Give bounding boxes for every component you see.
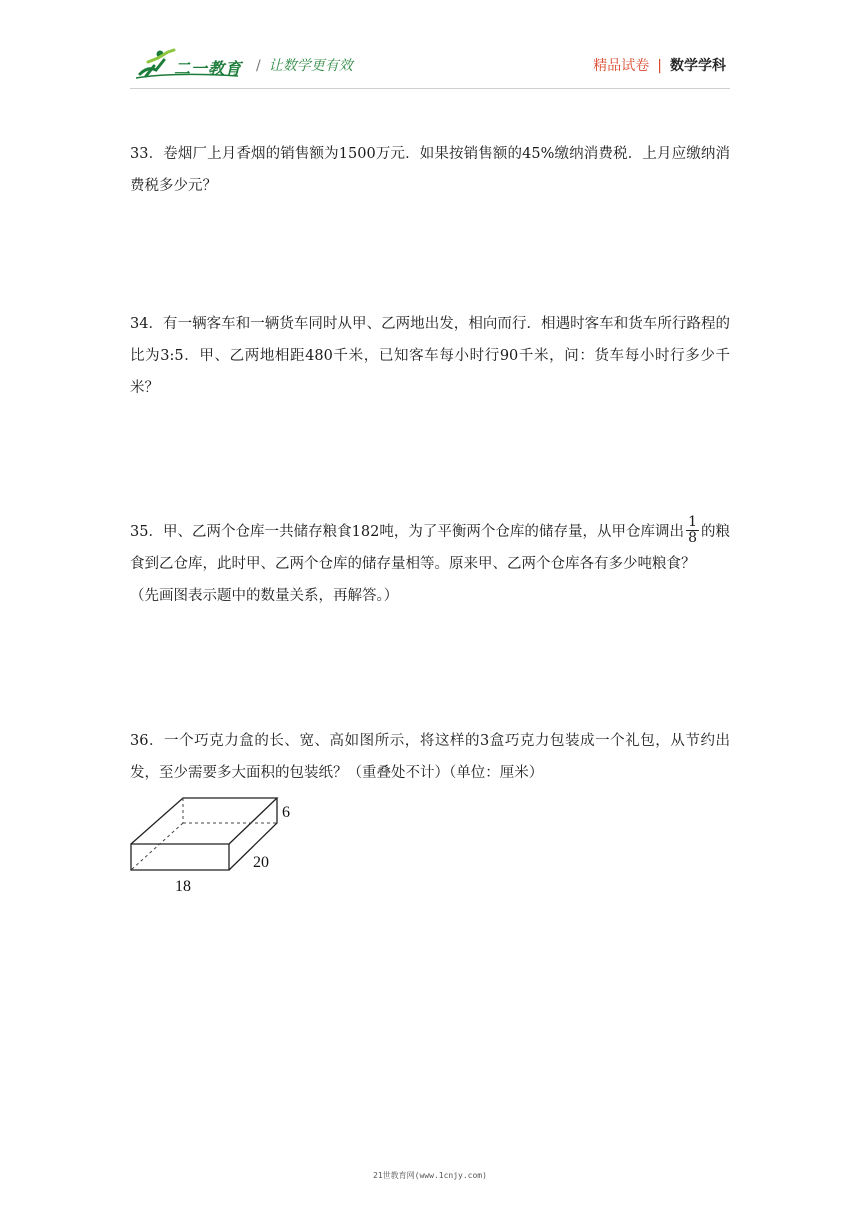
brand-name: 二一教育 [174, 59, 243, 78]
length-label: 18 [175, 878, 191, 895]
question-text: 一个巧克力盒的长、宽、高如图所示，将这样的3盒巧克力包装成一个礼包，从节约出发，至少需要多大面积的包装纸？（重叠处不计）（单位：厘米） [130, 733, 730, 781]
fraction-one-eighth [686, 515, 699, 546]
height-label: 6 [282, 804, 290, 821]
question-33 [130, 138, 730, 202]
question-text: 卷烟厂上月香烟的销售额为1500万元．如果按销售额的45%缴纳消费税．上月应缴纳消费税多少元？ [130, 146, 730, 194]
question-number: 35． [130, 524, 163, 540]
width-label: 20 [253, 854, 269, 871]
question-text-after: 的粮食到乙仓库，此时甲、乙两个仓库的储存量相等。原来甲、乙两个仓库各有多少吨粮食？ [130, 524, 731, 572]
question-35 [130, 513, 731, 612]
fraction-denominator: 8 [688, 529, 697, 546]
question-number: 33． [130, 146, 164, 162]
slogan-text: 让数学更有效 [268, 58, 353, 74]
box-figure [125, 790, 315, 900]
hidden-edge-depth [131, 823, 183, 870]
question-number: 34． [130, 316, 164, 332]
slogan: / 让数学更有效 [256, 58, 353, 74]
question-text-before: 甲、乙两个仓库一共储存粮食182吨，为了平衡两个仓库的储存量，从甲仓库调出 [162, 524, 685, 540]
page-footer: 21世教育网(www.1cnjy.com) [373, 1171, 487, 1180]
question-number: 36． [130, 733, 165, 749]
question-text: 有一辆客车和一辆货车同时从甲、乙两地出发，相向而行．相遇时客车和货车所行路程的比为3:5．甲、乙两地相距480千米，已知客车每小时行90千米，问：货车每小时行多少千米？ [130, 316, 730, 396]
header-divider [130, 88, 730, 89]
question-note: （先画图表示题中的数量关系，再解答。） [130, 588, 399, 604]
header-right [593, 55, 726, 75]
box-top-edges [131, 798, 277, 844]
header-subject: 数学学科 [670, 58, 726, 74]
page-header [130, 40, 730, 90]
question-34 [130, 308, 730, 404]
header-tag: 精品试卷 [593, 58, 650, 74]
question-36 [130, 725, 730, 789]
fraction-numerator: 1 [688, 513, 697, 530]
header-separator: | [657, 58, 662, 74]
